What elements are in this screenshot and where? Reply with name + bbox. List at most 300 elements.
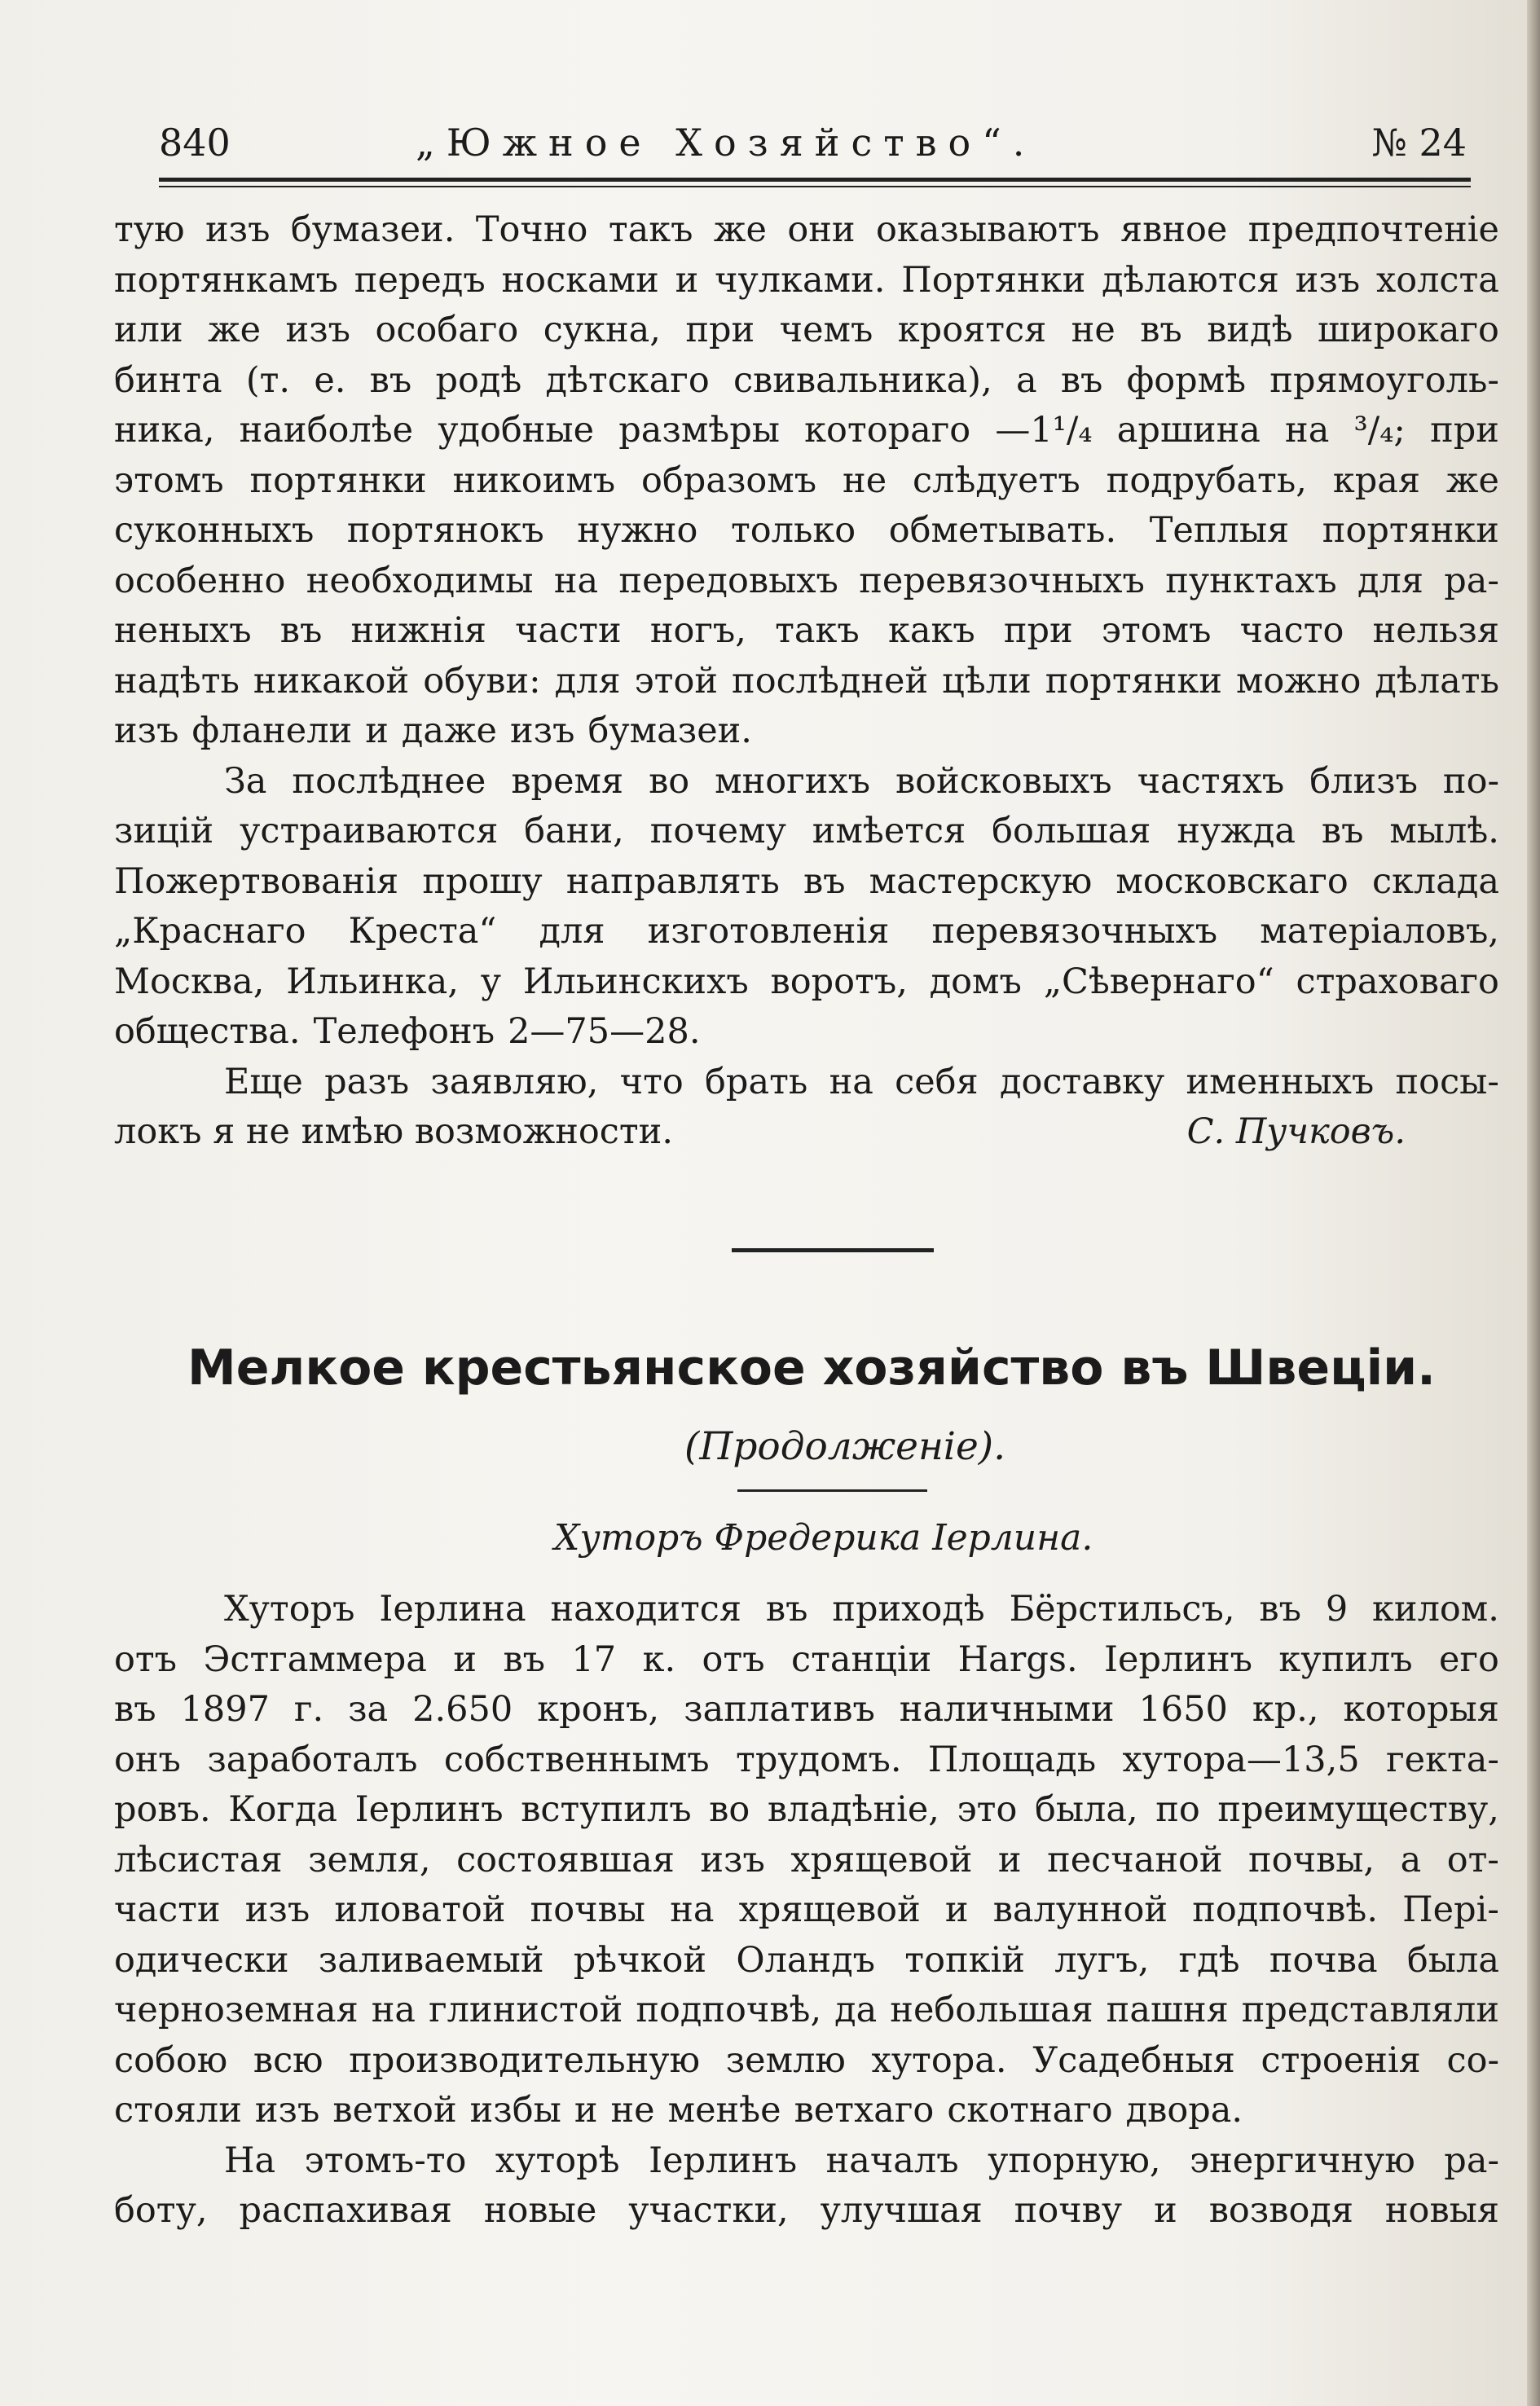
word: Креста“ [348,911,497,952]
word: лугъ, [1054,1939,1150,1981]
issue-number: № 24 [1371,121,1467,165]
text-line [114,506,1499,556]
word: онъ [114,1739,181,1780]
word: въ [1259,1589,1301,1630]
article-title: Мелкое крестьянское хозяйство въ Швеціи. [187,1339,1436,1397]
word: г. [293,1689,324,1730]
word: —1¹/₄ [995,410,1093,451]
text-line [114,907,1499,957]
text-line [114,456,1499,507]
word: именныхъ [1186,1061,1375,1102]
word: избы [469,2090,561,2131]
page-edge-shadow [1527,0,1540,2406]
word: (т. [245,359,291,401]
word: цѣли [942,660,1032,702]
word: мастерскую [869,860,1093,902]
word: въ [279,610,323,651]
word: одически [114,1939,289,1981]
word: себя [895,1061,979,1102]
word: Москва, [114,961,265,1002]
text-line [114,807,1499,857]
word: чемъ [779,310,873,350]
word: ровъ. [114,1789,211,1830]
word: предпочтеніе [1247,209,1499,250]
word: чулками. [715,259,886,301]
word: распахивая [239,2190,452,2231]
word: портянки [1045,660,1222,702]
page-number: 840 [159,121,231,165]
text-line [114,1836,1499,1886]
word: почвы, [1248,1839,1375,1880]
word: и [574,2090,598,2131]
word: 2.650 [412,1689,513,1730]
word: небольшая [890,1990,1093,2030]
word: Теплыя [1149,510,1290,551]
word: Іерлинъ [1104,1638,1252,1680]
word: валунной [992,1889,1168,1930]
word: перевязочныхъ [931,911,1218,952]
word: нижнія [350,610,486,651]
word: котораго [804,410,971,451]
text-line [114,1585,1499,1635]
text-line-with-signature [114,1107,1499,1158]
word: заливаемый [318,1939,544,1981]
word: изъ [285,310,351,350]
word: На [224,2140,276,2181]
word: прямоуголь- [1269,359,1499,401]
word: а [1400,1839,1422,1880]
word: почву [1014,2190,1123,2231]
word: посы- [1395,1061,1499,1102]
word: необходимы [306,560,534,601]
word: во [709,1789,750,1830]
word: Телефонъ [313,1011,495,1052]
word: дѣлать [1375,660,1499,702]
word: Усадебныя [1032,2039,1235,2081]
word: земля, [308,1839,431,1880]
word: особаго [375,310,519,350]
word: почва [1269,1939,1378,1981]
subtitle-separator [737,1489,927,1492]
text-line [114,1685,1499,1735]
author-signature: С. Пучковъ. [1186,1111,1406,1152]
word: и [453,1638,477,1680]
word: участки, [628,2190,789,2231]
text-line [114,306,1499,356]
word: менѣе [667,2090,781,2131]
word: обметывать. [888,510,1117,551]
word: общества. [114,1011,301,1052]
word: можно [1235,660,1362,702]
word: устраиваются [240,811,499,851]
word: бумазеи. [290,209,455,250]
word: 1650 [1138,1689,1228,1730]
word: Пері- [1402,1889,1499,1930]
word: отъ [114,1638,178,1680]
word: наиболѣе [239,410,414,451]
word: для [1357,560,1423,601]
text-line [114,2036,1499,2087]
word: и [944,1889,969,1930]
word: топкій [904,1939,1025,1981]
word: частяхъ [1137,760,1285,802]
word: склада [1371,860,1499,902]
word: въ [765,1589,808,1630]
word: холста [1375,259,1499,301]
word: формѣ [1126,359,1247,401]
word: дѣлаются [1102,259,1279,301]
word: преимуществу, [1217,1789,1499,1830]
word: бумазеи. [587,710,752,751]
word: по [1155,1789,1200,1830]
word: на [553,560,599,601]
word: большая [992,811,1151,851]
word: Ильинскихъ [522,961,749,1002]
paragraph-farm-description [114,1585,1499,2136]
word: кронъ, [537,1689,660,1730]
word: хрящевой [738,1889,921,1930]
word: собственнымъ [443,1739,710,1780]
word: изъ [1295,259,1361,301]
word: широкаго [1317,310,1499,350]
word: въ [503,1638,546,1680]
word: За [224,760,267,802]
text-line [114,706,1499,757]
word: Площадь [927,1739,1097,1780]
word: Ильинка, [286,961,459,1002]
text-line [114,1885,1499,1936]
word: для [539,911,605,952]
word: портянки [249,460,427,501]
word: передъ [354,259,486,301]
word: кроятся [897,310,1047,350]
word: да [834,1990,878,2030]
word: имѣется [812,811,966,851]
word: удобные [438,410,595,451]
word: же [1445,460,1499,501]
word: направлять [565,860,780,902]
word: изъ [700,1839,765,1880]
word: иловатой [334,1889,506,1930]
word: состоявшая [456,1839,675,1880]
word: портянокъ [346,510,544,551]
header-rule-thin [159,186,1471,187]
word: ника, [114,410,215,451]
word: отъ [702,1638,765,1680]
text-line [114,1735,1499,1786]
word: стояли [114,2090,242,2131]
word: домъ [929,961,1022,1002]
word: находится [550,1589,742,1630]
word: изъ [114,710,179,751]
word: килом. [1372,1589,1499,1630]
word: упорную, [988,2140,1161,2181]
word: часто [1239,610,1344,651]
word: матеріаловъ, [1260,911,1499,952]
text-line [114,2086,1499,2136]
word: не [610,2090,655,2131]
word: во [649,760,690,802]
word: въ [1060,359,1103,401]
word: подпочвѣ, [636,1990,822,2030]
word: скотнаго [947,2090,1113,2131]
text-line [114,1635,1499,1686]
word: въ [114,1689,156,1730]
word: по- [1442,760,1499,802]
section-subheading: Хуторъ Фредерика Іерлина. [554,1517,1093,1559]
word: возводя [1208,2190,1353,2231]
word: подрубать, [1106,460,1307,501]
word: надѣть [114,660,240,702]
word: у [480,961,502,1002]
word: такъ [608,209,693,250]
word: въ [1321,811,1364,851]
word: лѣсистая [114,1839,283,1880]
word: хутора—13,5 [1122,1739,1360,1780]
word: даже [401,710,497,751]
word: московскаго [1115,860,1349,902]
word: аршина [1116,410,1261,451]
paragraph-footcloths [114,205,1499,757]
word: Оландъ [736,1939,876,1981]
word: изъ [244,1889,310,1930]
text-line [114,406,1499,456]
word: дѣтскаго [545,359,710,401]
word: войсковыхъ [895,760,1112,802]
article-separator [732,1248,934,1252]
word: портянкамъ [114,259,338,301]
word: или [114,310,183,350]
word: брать [705,1061,808,1102]
word: сукна, [543,310,661,350]
word: страховаго [1296,961,1499,1002]
word: гдѣ [1178,1939,1240,1981]
word: въ [369,359,412,401]
word: энергичную [1190,2140,1415,2181]
text-line [114,1058,1499,1108]
word: его [1439,1638,1499,1680]
word: представляли [1241,1990,1499,2030]
word: пунктахъ [1165,560,1337,601]
word: гекта- [1386,1739,1499,1780]
word: мылѣ. [1389,811,1499,851]
word: за [348,1689,389,1730]
word: на [371,1990,416,2030]
word: разъ [324,1061,410,1102]
word: от- [1446,1839,1499,1880]
text-line [114,2186,1499,2237]
word: на [829,1061,873,1102]
word: воротъ, [770,961,908,1002]
word: это [957,1789,1018,1830]
word: никоимъ [452,460,616,501]
word: новыя [1384,2190,1499,2231]
text-line [114,356,1499,407]
word: на [1285,410,1330,451]
word: носками [501,259,659,301]
word: землю [725,2039,846,2081]
word: зицій [114,811,214,851]
word: а [1015,359,1037,401]
word: владѣніе, [767,1789,939,1830]
word: началъ [825,2140,959,2181]
text-line [114,957,1499,1008]
word: оказываютъ [876,209,1100,250]
word: перевязочныхъ [859,560,1145,601]
word: хрящевой [790,1839,973,1880]
word: время [511,760,624,802]
text-line [114,1986,1499,2036]
word: 1897 [180,1689,270,1730]
word: была, [1034,1789,1138,1830]
text-line [114,256,1499,306]
word: нужда [1177,811,1296,851]
word: станціи [791,1638,932,1680]
word: и [997,1839,1022,1880]
word: Іерлинъ [354,1789,504,1830]
word: части [114,1889,221,1930]
word: к. [642,1638,676,1680]
word: которыя [1343,1689,1499,1730]
word: доставку [999,1061,1165,1102]
word: бинта [114,359,222,401]
word: ра- [1444,560,1499,601]
word: всю [253,2039,323,2081]
word: Еще [224,1061,303,1102]
word: какъ [887,610,975,651]
word: кр., [1252,1689,1319,1730]
word: почему [649,811,786,851]
word: Бёрстильсъ, [1009,1589,1235,1630]
text-line [114,857,1499,908]
word: для [554,660,621,702]
word: что [619,1061,684,1102]
word: послѣднее [292,760,486,802]
word: подпочвѣ. [1192,1889,1379,1930]
text-line [114,205,1499,256]
text-line [114,606,1499,657]
word: видѣ [1207,310,1293,350]
word: ногъ, [649,610,746,651]
word: производительную [349,2039,701,2081]
word: передовыхъ [618,560,838,601]
word: глинистой [429,1990,623,2030]
word: въ [803,860,846,902]
word: пашня [1106,1990,1229,2030]
word: этой [634,660,719,702]
word: изъ [254,2090,320,2131]
word: суконныхъ [114,510,315,551]
word: обуви: [423,660,541,702]
word: края [1332,460,1420,501]
word: неныхъ [114,610,252,651]
word: рѣчкой [573,1939,707,1981]
word: „Краснаго [114,911,306,952]
word: никакой [253,660,410,702]
word: заработалъ [207,1739,418,1780]
word: купилъ [1278,1638,1413,1680]
continued-article [114,205,1499,1158]
word: 2—75—28. [508,1011,701,1052]
word: наличными [899,1689,1115,1730]
text-line [114,657,1499,707]
word: портянки [1322,510,1499,551]
word: и [365,710,389,751]
word: черноземная [114,1990,359,2030]
word: они [787,209,856,250]
text-line [114,2136,1499,2187]
running-header [159,121,1467,169]
word: такъ [775,610,860,651]
word: улучшая [820,2190,983,2231]
word: приходѣ [832,1589,985,1630]
word: боту, [114,2190,208,2231]
word: при [685,310,755,350]
word: въ [1140,310,1182,350]
word: заплативъ [684,1689,875,1730]
word: не [1071,310,1115,350]
paragraph-donations [114,757,1499,1058]
word: не [843,460,887,501]
word: е. [314,359,346,401]
word: на [670,1889,715,1930]
word: Hargs. [957,1638,1078,1680]
word: тую [114,209,185,250]
word: ра- [1444,2140,1499,2181]
word: 17 [571,1638,617,1680]
word: изъ [205,209,271,250]
word: образомъ [641,460,817,501]
word: этомъ [114,460,224,501]
new-article-body [114,1585,1499,2237]
word: заявляю, [430,1061,599,1102]
word: изъ [509,710,575,751]
word: ветхой [332,2090,457,2131]
word: же [208,310,262,350]
word: трудомъ. [736,1739,902,1780]
word: и [1154,2190,1177,2231]
article-subtitle: (Продолженіе). [684,1424,1006,1469]
word: и [675,259,699,301]
word: Точно [475,209,588,250]
paragraph-farm-work [114,2136,1499,2237]
text-line [114,1936,1499,1986]
word: ветхаго [794,2090,935,2131]
word: Эстгаммера [203,1638,427,1680]
word: особенно [114,560,286,601]
word: же [713,209,767,250]
word: части [515,610,622,651]
word: прошу [422,860,543,902]
paragraph-parcels [114,1058,1499,1158]
text-line-fragment: локъ я не имѣю возможности. [114,1111,674,1152]
word: хутора. [871,2039,1007,2081]
text-line [114,556,1499,607]
word: Пожертвованія [114,860,399,902]
word: явное [1120,209,1228,250]
word: со- [1446,2039,1499,2081]
word: песчаной [1047,1839,1223,1880]
text-line [114,1785,1499,1836]
word: строенія [1261,2039,1421,2081]
word: ³/₄; [1353,410,1406,451]
word: Когда [228,1789,338,1830]
word: хуторѣ [495,2140,620,2181]
word: этомъ [1101,610,1212,651]
word: слѣдуетъ [913,460,1080,501]
text-line [114,1007,1499,1058]
word: этомъ-то [304,2140,467,2181]
